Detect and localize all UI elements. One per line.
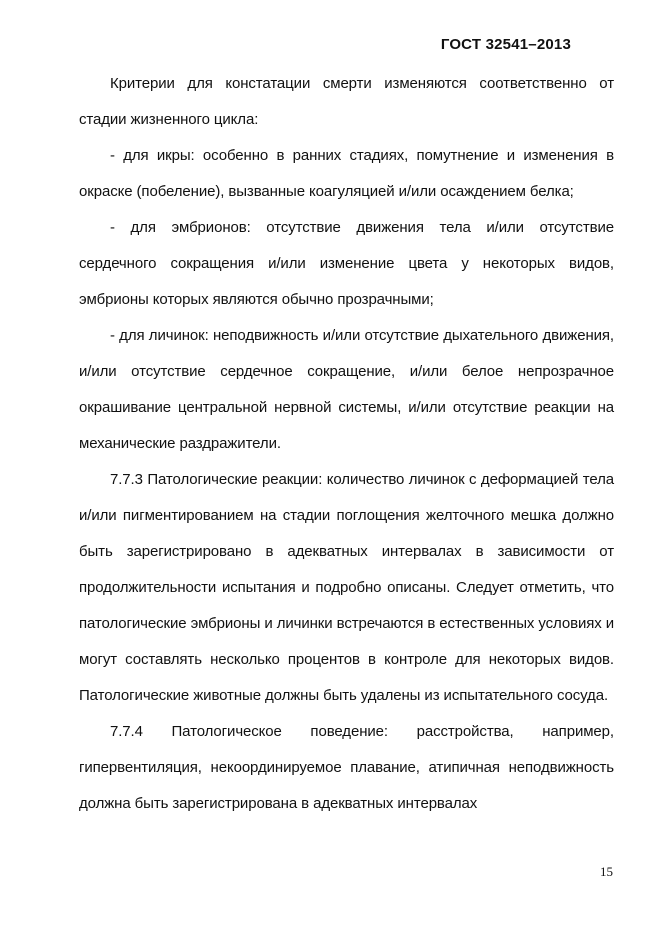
paragraph-embryos-criteria: - для эмбрионов: отсутствие движения тела и/или отсутствие сердечного сокращения и/или изменение цвета у некоторых видов, эмбрионы которых являются обычно прозрачными; [79,219,614,308]
paragraph-larvae-criteria: - для личинок: неподвижность и/или отсутствие дыхательного движения, и/или отсутствие сердечное сокращение, и/или белое непрозрачное окрашивание центральной нервной системы, и/или отсутствие реакции на механические раздражители. [79,327,614,452]
paragraph-eggs-criteria: - для икры: особенно в ранних стадиях, помутнение и изменения в окраске (побеление), вызванные коагуляцией и/или осаждением белка; [79,147,614,200]
document-id-header: ГОСТ 32541–2013 [440,36,571,53]
paragraph-death-criteria-intro: Критерии для констатации смерти изменяются соответственно от стадии жизненного цикла: [79,75,614,128]
page-number: 15 [600,864,613,879]
page-body [79,66,614,822]
paragraph-7-7-4-pathological-behavior: 7.7.4 Патологическое поведение: расстройства, например, гипервентиляция, некоординируемое плавание, атипичная неподвижность должна быть зарегистрирована в адекватных интервалах [79,723,614,812]
paragraph-7-7-3-pathological-reactions: 7.7.3 Патологические реакции: количество личинок с деформацией тела и/или пигментированием на стадии поглощения желточного мешка должно быть зарегистрировано в адекватных интервалах в зависимости от продолжительности испытания и подробно описаны. Следует отметить, что патологические эмбрионы и личинки встречаются в естественных условиях и могут составлять несколько процентов в контроле для некоторых видов. Патологические животные должны быть удалены из испытательного сосуда. [79,471,615,704]
